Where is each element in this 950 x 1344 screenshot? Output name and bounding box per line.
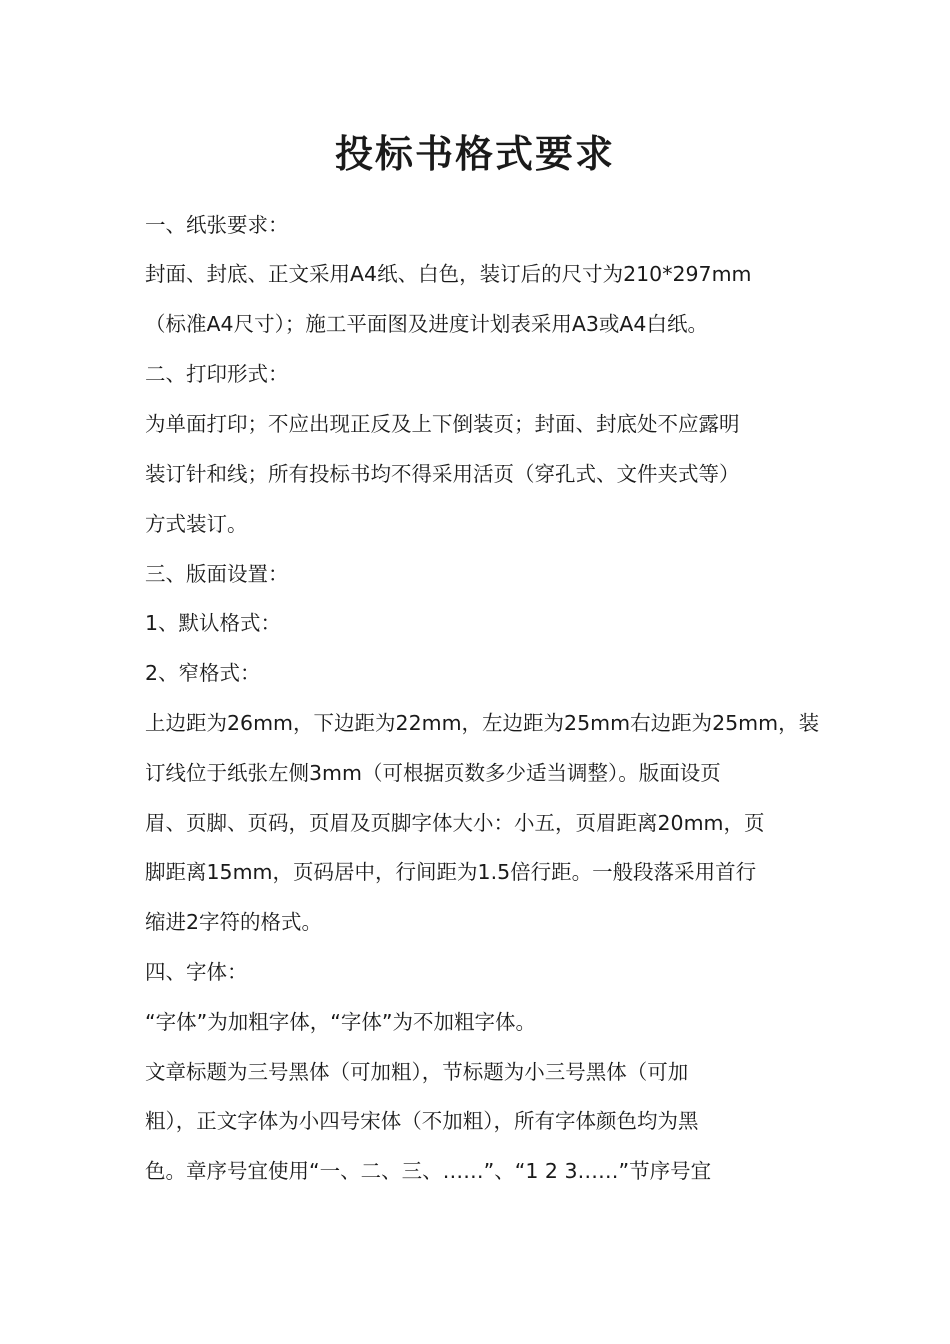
text-line: 上边距为26mm，下边距为22mm，左边距为25mm右边距为25mm，装 — [145, 711, 820, 735]
text-line: 缩进2字符的格式。 — [145, 910, 323, 934]
text-line: 眉、页脚、页码，页眉及页脚字体大小：小五，页眉距离20mm，页 — [145, 811, 765, 835]
text-line: 脚距离15mm，页码居中，行间距为1.5倍行距。一般段落采用首行 — [145, 860, 757, 884]
heading-print: 二、打印形式： — [145, 362, 289, 386]
text-line: 封面、封底、正文采用A4纸、白色，装订后的尺寸为210*297mm — [145, 262, 752, 286]
subheading-narrow: 2、窄格式： — [145, 661, 261, 685]
text-line: 方式装订。 — [145, 512, 248, 536]
text-line: 粗），正文字体为小四号宋体（不加粗），所有字体颜色均为黑 — [145, 1109, 699, 1133]
heading-paper: 一、纸张要求： — [145, 213, 289, 237]
document-title: 投标书格式要求 — [334, 132, 615, 176]
heading-layout: 三、版面设置： — [145, 562, 289, 586]
text-line: 为单面打印；不应出现正反及上下倒装页；封面、封底处不应露明 — [145, 412, 740, 436]
text-line: 订线位于纸张左侧3mm（可根据页数多少适当调整）。版面设页 — [145, 761, 721, 785]
text-line: “字体”为加粗字体，“字体”为不加粗字体。 — [145, 1010, 536, 1034]
text-line: 文章标题为三号黑体（可加粗），节标题为小三号黑体（可加 — [145, 1060, 689, 1084]
text-line: 色。章序号宜使用“一、二、三、……”、“1 2 3……”节序号宜 — [145, 1159, 712, 1183]
heading-font: 四、字体： — [145, 960, 248, 984]
text-line: 装订针和线；所有投标书均不得采用活页（穿孔式、文件夹式等） — [145, 462, 740, 486]
text-line: （标准A4尺寸）；施工平面图及进度计划表采用A3或A4白纸。 — [145, 312, 708, 336]
subheading-default: 1、默认格式： — [145, 611, 282, 635]
